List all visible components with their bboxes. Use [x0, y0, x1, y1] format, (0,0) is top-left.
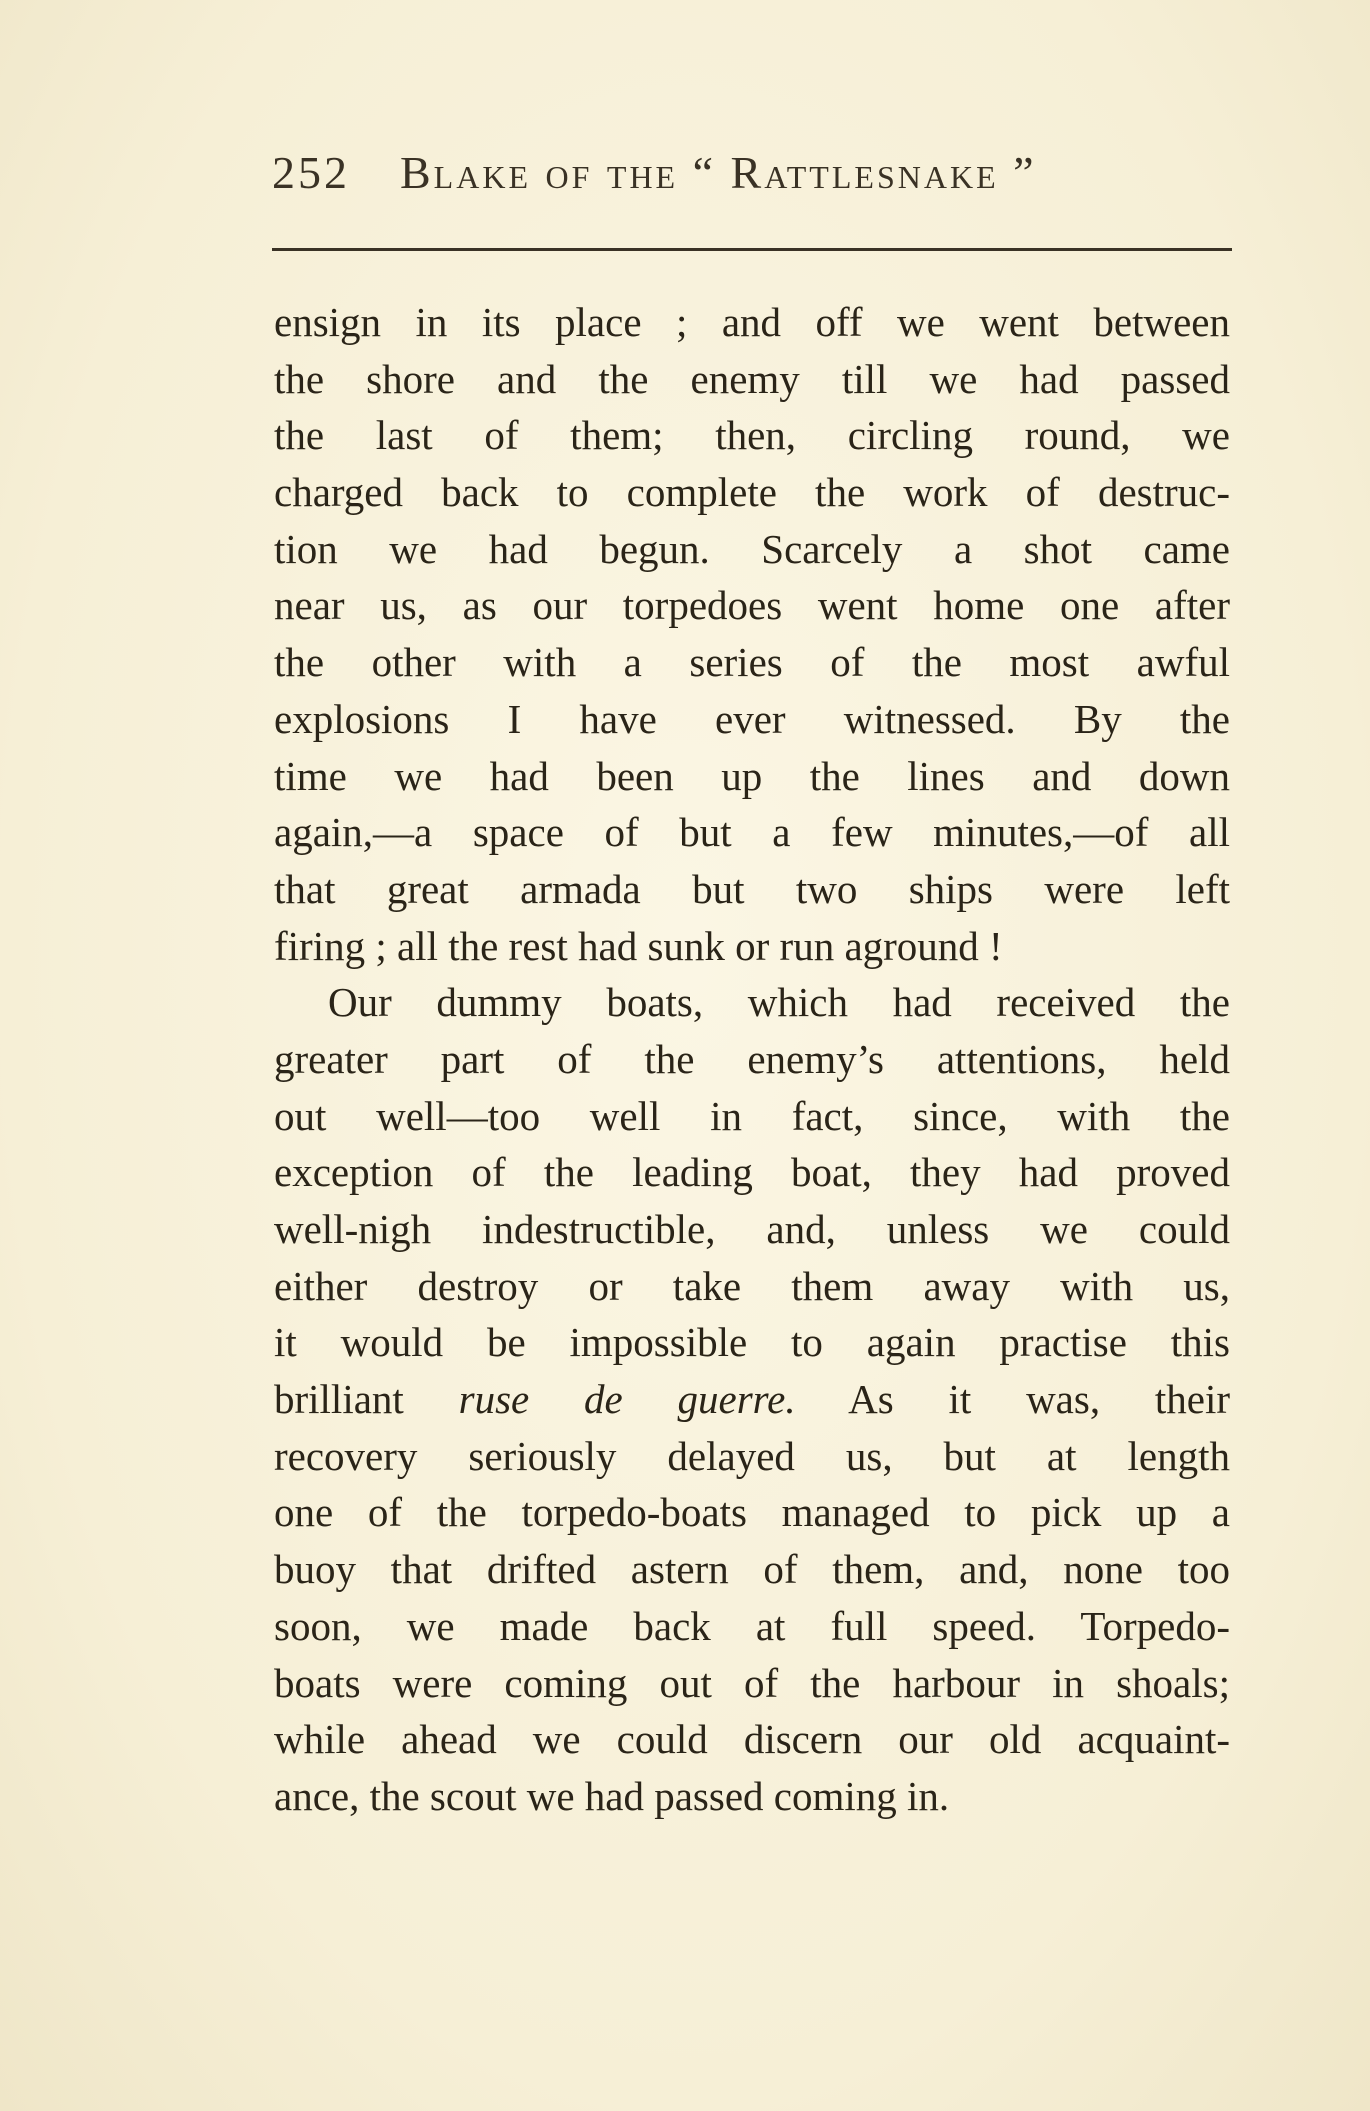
text-fragment: brilliant	[274, 1376, 404, 1423]
text-line: firing ; all the rest had sunk or run aground !	[274, 922, 1003, 969]
text-line: that great armada but two ships were left	[274, 865, 1230, 912]
text-line: soon, we made back at full speed. Torpedo-	[274, 1602, 1230, 1649]
text-line: it would be impossible to again practise this	[274, 1319, 1230, 1366]
text-line: one of the torpedo-boats managed to pick up a	[274, 1489, 1230, 1536]
text-line: boats were coming out of the harbour in shoals;	[274, 1659, 1230, 1706]
page-number: 252	[272, 147, 350, 198]
text-line: charged back to complete the work of destruc-	[274, 469, 1230, 516]
body-text	[274, 294, 1230, 1825]
text-line: the other with a series of the most awful	[274, 639, 1230, 686]
text-line: the shore and the enemy till we had passed	[274, 355, 1230, 402]
text-line: buoy that drifted astern of them, and, none too	[274, 1546, 1230, 1593]
page-header	[272, 138, 1232, 218]
text-line: explosions I have ever witnessed. By the	[274, 695, 1230, 742]
text-line: tion we had begun. Scarcely a shot came	[274, 525, 1230, 572]
text-line: out well—too well in fact, since, with the	[274, 1092, 1230, 1139]
text-line: ance, the scout we had passed coming in.	[274, 1772, 950, 1819]
text-line: time we had been up the lines and down	[274, 752, 1230, 799]
text-line: Our dummy boats, which had received the	[328, 979, 1230, 1026]
text-line: near us, as our torpedoes went home one after	[274, 582, 1230, 629]
text-line: ensign in its place ; and off we went between	[274, 299, 1230, 345]
text-line: recovery seriously delayed us, but at length	[274, 1432, 1230, 1479]
text-line: the last of them; then, circling round, we	[274, 412, 1230, 459]
text-line: while ahead we could discern our old acquaint-	[274, 1716, 1230, 1763]
header-rule	[272, 248, 1232, 251]
italic-phrase: ruse de guerre.	[458, 1376, 796, 1423]
text-line: well-nigh indestructible, and, unless we could	[274, 1206, 1230, 1252]
text-line: again,—a space of but a few minutes,—of all	[274, 809, 1230, 856]
text-line-mixed	[274, 1371, 1230, 1428]
text-fragment: As it was, their	[848, 1376, 1230, 1423]
text-line: greater part of the enemy’s attentions, held	[274, 1035, 1230, 1082]
text-line: exception of the leading boat, they had proved	[274, 1149, 1230, 1196]
running-title: Blake of the “ Rattlesnake ”	[400, 147, 1037, 198]
text-line: either destroy or take them away with us,	[274, 1262, 1230, 1309]
